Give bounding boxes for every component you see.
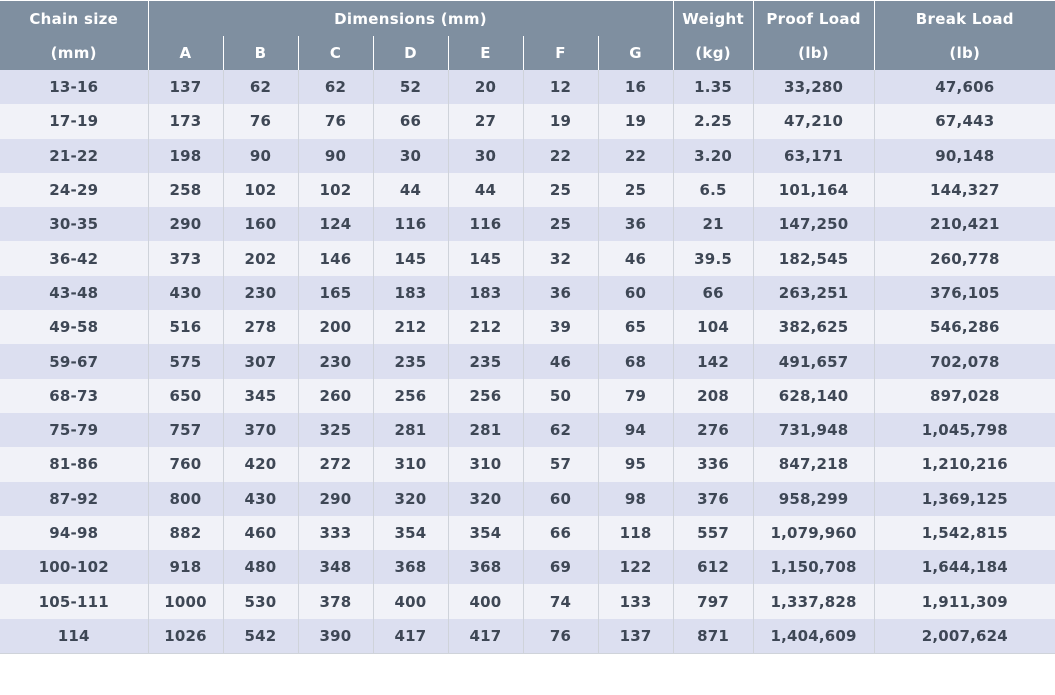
cell-dim-a: 290 [148,207,223,241]
cell-dim-g: 68 [598,344,673,378]
cell-weight: 208 [673,379,753,413]
cell-break-load: 1,369,125 [874,482,1055,516]
table-row [0,310,1055,344]
cell-dim-b: 278 [223,310,298,344]
cell-dim-c: 165 [298,276,373,310]
cell-dim-e: 310 [448,447,523,481]
cell-dim-a: 198 [148,139,223,173]
header-dim-b: B [223,36,298,70]
table-row [0,482,1055,516]
cell-chain-size: 13-16 [0,70,148,104]
table-row [0,379,1055,413]
cell-dim-d: 30 [373,139,448,173]
table-row [0,447,1055,481]
cell-break-load: 90,148 [874,139,1055,173]
cell-dim-a: 1000 [148,584,223,618]
cell-dim-b: 480 [223,550,298,584]
cell-dim-a: 575 [148,344,223,378]
cell-dim-e: 145 [448,241,523,275]
cell-dim-g: 46 [598,241,673,275]
cell-break-load: 1,542,815 [874,516,1055,550]
header-chain-size: Chain size [0,1,148,36]
header-dim-g: G [598,36,673,70]
cell-dim-e: 256 [448,379,523,413]
cell-dim-f: 50 [523,379,598,413]
cell-dim-c: 146 [298,241,373,275]
table-row [0,173,1055,207]
cell-dim-b: 460 [223,516,298,550]
cell-chain-size: 36-42 [0,241,148,275]
table-row [0,516,1055,550]
cell-chain-size: 105-111 [0,584,148,618]
cell-chain-size: 17-19 [0,104,148,138]
cell-dim-g: 16 [598,70,673,104]
header-weight-unit: (kg) [673,36,753,70]
cell-weight: 557 [673,516,753,550]
header-dim-a: A [148,36,223,70]
header-proof-load: Proof Load [753,1,874,36]
cell-weight: 1.35 [673,70,753,104]
cell-dim-d: 320 [373,482,448,516]
cell-dim-e: 116 [448,207,523,241]
cell-proof-load: 958,299 [753,482,874,516]
cell-dim-f: 57 [523,447,598,481]
cell-dim-d: 52 [373,70,448,104]
cell-dim-f: 69 [523,550,598,584]
cell-dim-d: 417 [373,619,448,654]
cell-dim-d: 256 [373,379,448,413]
table-row [0,70,1055,104]
cell-dim-b: 430 [223,482,298,516]
cell-weight: 276 [673,413,753,447]
cell-dim-e: 417 [448,619,523,654]
cell-dim-b: 62 [223,70,298,104]
cell-break-load: 1,045,798 [874,413,1055,447]
cell-dim-f: 19 [523,104,598,138]
cell-dim-c: 325 [298,413,373,447]
cell-break-load: 546,286 [874,310,1055,344]
cell-proof-load: 63,171 [753,139,874,173]
cell-dim-c: 62 [298,70,373,104]
cell-dim-c: 290 [298,482,373,516]
cell-dim-e: 400 [448,584,523,618]
cell-weight: 376 [673,482,753,516]
cell-dim-a: 373 [148,241,223,275]
cell-dim-e: 44 [448,173,523,207]
cell-dim-a: 137 [148,70,223,104]
cell-dim-g: 22 [598,139,673,173]
cell-dim-a: 516 [148,310,223,344]
cell-dim-e: 20 [448,70,523,104]
cell-dim-g: 137 [598,619,673,654]
cell-proof-load: 847,218 [753,447,874,481]
cell-weight: 104 [673,310,753,344]
cell-dim-f: 46 [523,344,598,378]
cell-break-load: 260,778 [874,241,1055,275]
header-dim-e: E [448,36,523,70]
header-weight: Weight [673,1,753,36]
cell-proof-load: 147,250 [753,207,874,241]
cell-dim-g: 25 [598,173,673,207]
cell-proof-load: 1,337,828 [753,584,874,618]
cell-chain-size: 24-29 [0,173,148,207]
cell-chain-size: 49-58 [0,310,148,344]
cell-dim-e: 354 [448,516,523,550]
cell-dim-g: 95 [598,447,673,481]
cell-dim-c: 378 [298,584,373,618]
cell-break-load: 1,210,216 [874,447,1055,481]
cell-weight: 21 [673,207,753,241]
cell-dim-g: 60 [598,276,673,310]
cell-break-load: 210,421 [874,207,1055,241]
cell-dim-e: 281 [448,413,523,447]
cell-dim-b: 370 [223,413,298,447]
header-chain-size-unit: (mm) [0,36,148,70]
cell-dim-b: 160 [223,207,298,241]
cell-dim-b: 76 [223,104,298,138]
table-row [0,241,1055,275]
cell-dim-g: 98 [598,482,673,516]
cell-dim-b: 202 [223,241,298,275]
cell-break-load: 144,327 [874,173,1055,207]
cell-chain-size: 100-102 [0,550,148,584]
cell-weight: 6.5 [673,173,753,207]
table-row [0,619,1055,654]
cell-dim-g: 122 [598,550,673,584]
cell-dim-e: 368 [448,550,523,584]
cell-chain-size: 114 [0,619,148,654]
cell-break-load: 47,606 [874,70,1055,104]
cell-dim-d: 281 [373,413,448,447]
cell-break-load: 1,911,309 [874,584,1055,618]
cell-weight: 142 [673,344,753,378]
cell-dim-d: 212 [373,310,448,344]
cell-dim-c: 333 [298,516,373,550]
cell-dim-f: 66 [523,516,598,550]
cell-proof-load: 33,280 [753,70,874,104]
cell-dim-g: 79 [598,379,673,413]
cell-weight: 797 [673,584,753,618]
cell-chain-size: 43-48 [0,276,148,310]
cell-dim-d: 354 [373,516,448,550]
cell-dim-c: 76 [298,104,373,138]
table-header [0,1,1055,70]
cell-dim-a: 258 [148,173,223,207]
table-row [0,276,1055,310]
header-break-load-unit: (lb) [874,36,1055,70]
cell-dim-f: 39 [523,310,598,344]
table-body [0,70,1055,654]
cell-chain-size: 87-92 [0,482,148,516]
header-dimensions: Dimensions (mm) [148,1,673,36]
cell-proof-load: 731,948 [753,413,874,447]
cell-dim-a: 918 [148,550,223,584]
cell-proof-load: 1,079,960 [753,516,874,550]
cell-dim-c: 124 [298,207,373,241]
cell-dim-f: 76 [523,619,598,654]
cell-proof-load: 47,210 [753,104,874,138]
cell-dim-b: 307 [223,344,298,378]
cell-chain-size: 68-73 [0,379,148,413]
header-row-titles [0,1,1055,36]
cell-dim-d: 44 [373,173,448,207]
cell-weight: 3.20 [673,139,753,173]
cell-chain-size: 81-86 [0,447,148,481]
cell-dim-d: 310 [373,447,448,481]
table-row [0,584,1055,618]
table-row [0,104,1055,138]
cell-dim-b: 530 [223,584,298,618]
cell-dim-e: 212 [448,310,523,344]
cell-dim-a: 1026 [148,619,223,654]
cell-break-load: 1,644,184 [874,550,1055,584]
cell-dim-a: 430 [148,276,223,310]
cell-break-load: 67,443 [874,104,1055,138]
cell-dim-b: 542 [223,619,298,654]
cell-dim-g: 94 [598,413,673,447]
cell-dim-f: 25 [523,173,598,207]
cell-dim-a: 882 [148,516,223,550]
cell-dim-c: 90 [298,139,373,173]
cell-proof-load: 1,150,708 [753,550,874,584]
table-row [0,344,1055,378]
cell-dim-d: 235 [373,344,448,378]
cell-dim-a: 173 [148,104,223,138]
cell-dim-a: 757 [148,413,223,447]
cell-dim-d: 116 [373,207,448,241]
cell-break-load: 376,105 [874,276,1055,310]
cell-proof-load: 491,657 [753,344,874,378]
cell-proof-load: 1,404,609 [753,619,874,654]
cell-weight: 871 [673,619,753,654]
cell-proof-load: 182,545 [753,241,874,275]
table-row [0,139,1055,173]
cell-proof-load: 628,140 [753,379,874,413]
cell-weight: 336 [673,447,753,481]
cell-weight: 66 [673,276,753,310]
cell-dim-f: 12 [523,70,598,104]
cell-dim-c: 348 [298,550,373,584]
cell-break-load: 897,028 [874,379,1055,413]
header-dim-f: F [523,36,598,70]
cell-dim-e: 235 [448,344,523,378]
cell-weight: 39.5 [673,241,753,275]
cell-dim-f: 25 [523,207,598,241]
cell-dim-e: 183 [448,276,523,310]
cell-dim-g: 133 [598,584,673,618]
header-dim-d: D [373,36,448,70]
cell-break-load: 702,078 [874,344,1055,378]
cell-proof-load: 101,164 [753,173,874,207]
cell-dim-f: 22 [523,139,598,173]
cell-dim-f: 32 [523,241,598,275]
cell-dim-b: 420 [223,447,298,481]
cell-dim-b: 230 [223,276,298,310]
cell-dim-g: 19 [598,104,673,138]
cell-dim-a: 650 [148,379,223,413]
cell-dim-c: 200 [298,310,373,344]
cell-dim-c: 260 [298,379,373,413]
cell-dim-c: 272 [298,447,373,481]
cell-break-load: 2,007,624 [874,619,1055,654]
table-row [0,413,1055,447]
cell-proof-load: 263,251 [753,276,874,310]
cell-dim-c: 102 [298,173,373,207]
cell-chain-size: 94-98 [0,516,148,550]
cell-dim-e: 30 [448,139,523,173]
cell-dim-d: 400 [373,584,448,618]
cell-dim-c: 230 [298,344,373,378]
cell-dim-f: 62 [523,413,598,447]
cell-dim-g: 118 [598,516,673,550]
cell-dim-d: 368 [373,550,448,584]
chain-specifications-table [0,1,1055,654]
cell-dim-d: 66 [373,104,448,138]
cell-dim-e: 27 [448,104,523,138]
table-row [0,207,1055,241]
cell-dim-b: 90 [223,139,298,173]
cell-dim-a: 760 [148,447,223,481]
cell-weight: 2.25 [673,104,753,138]
cell-dim-f: 74 [523,584,598,618]
header-dim-c: C [298,36,373,70]
table-row [0,550,1055,584]
cell-chain-size: 21-22 [0,139,148,173]
cell-dim-g: 36 [598,207,673,241]
cell-dim-b: 102 [223,173,298,207]
cell-chain-size: 30-35 [0,207,148,241]
cell-dim-c: 390 [298,619,373,654]
cell-dim-f: 36 [523,276,598,310]
cell-dim-d: 183 [373,276,448,310]
cell-dim-b: 345 [223,379,298,413]
cell-chain-size: 75-79 [0,413,148,447]
header-break-load: Break Load [874,1,1055,36]
cell-dim-e: 320 [448,482,523,516]
cell-proof-load: 382,625 [753,310,874,344]
cell-chain-size: 59-67 [0,344,148,378]
cell-dim-g: 65 [598,310,673,344]
cell-dim-f: 60 [523,482,598,516]
cell-dim-a: 800 [148,482,223,516]
cell-weight: 612 [673,550,753,584]
header-proof-load-unit: (lb) [753,36,874,70]
header-row-units [0,36,1055,70]
cell-dim-d: 145 [373,241,448,275]
